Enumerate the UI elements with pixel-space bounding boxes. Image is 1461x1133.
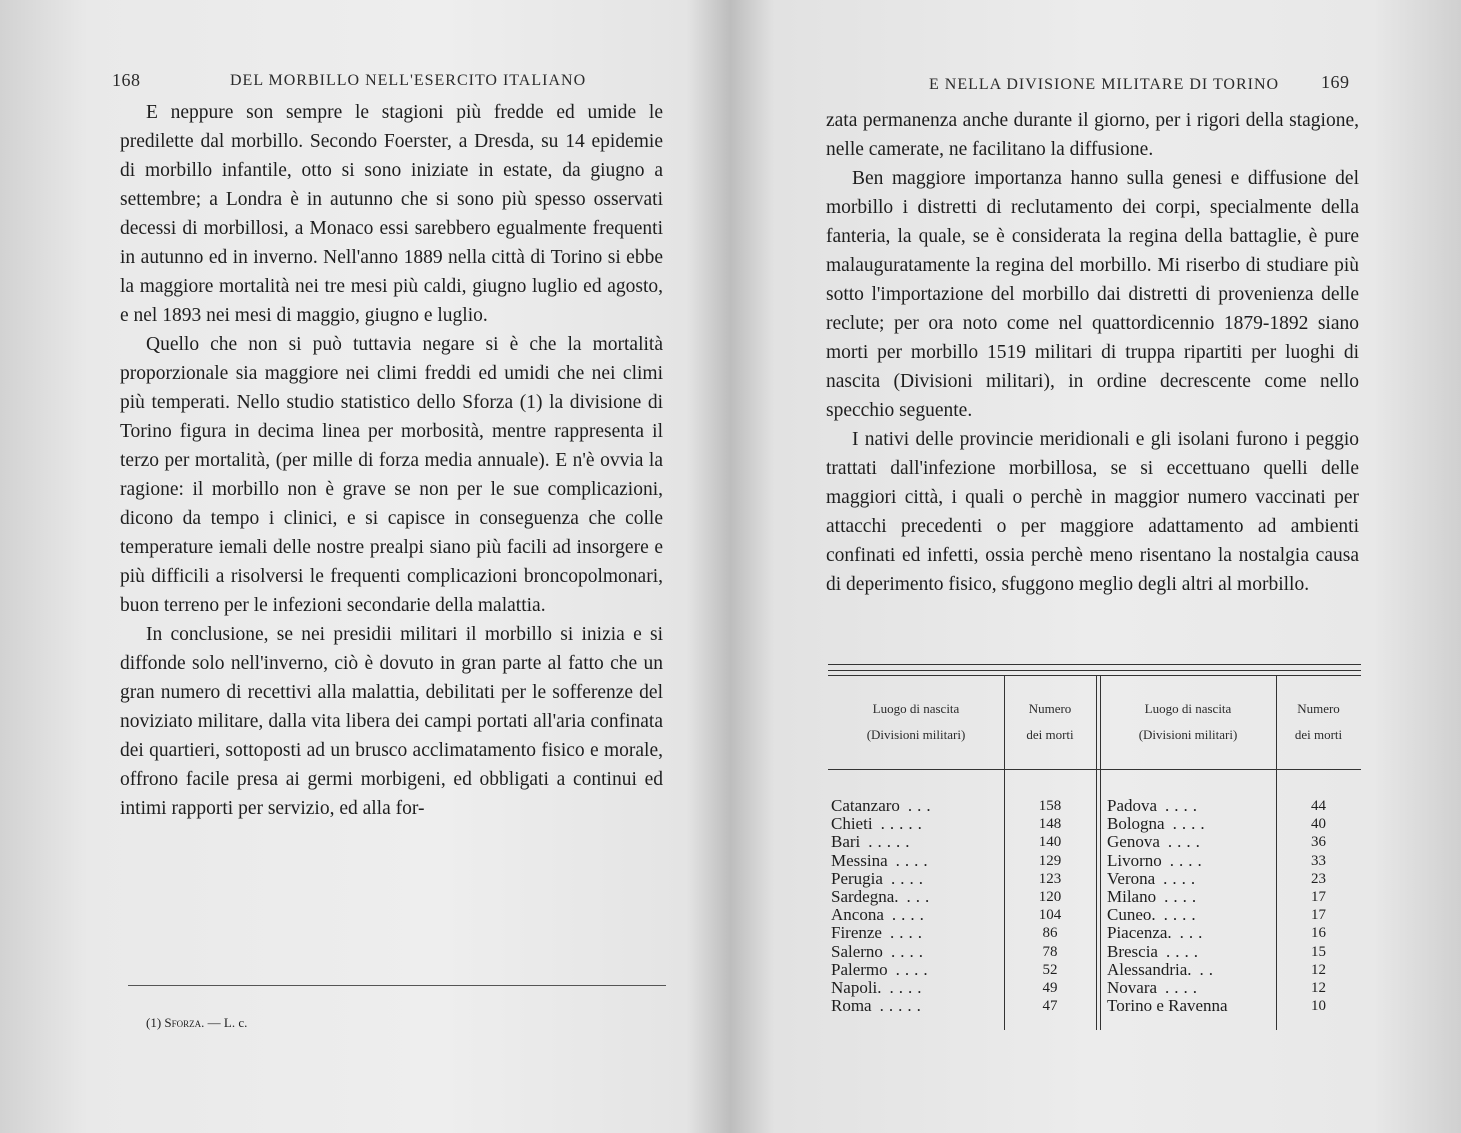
table-row [828,797,1361,815]
deaths-cell: 36 [1311,834,1326,851]
mortality-table [828,664,1361,1034]
paragraph: zata permanenza anche durante il giorno, per i rigori della stagione, nelle camerate, ne facilitano la diffusione. [826,110,1359,160]
leader-dots: .... [890,941,928,961]
header-line: Luogo di nascita [1144,701,1232,716]
leader-dots: .... [1163,868,1201,888]
table-row [828,961,1361,979]
leader-dots: .... [889,923,927,943]
table-row [828,906,1361,924]
birthplace-cell: Ancona .... [831,905,929,925]
deaths-cell: 12 [1311,961,1326,978]
deaths-cell: 78 [1042,943,1058,960]
deaths-cell: 15 [1311,943,1326,960]
leader-dots: .... [890,868,928,888]
table-body [828,797,1361,1015]
paragraph: In conclusione, se nei presidii militari il morbillo si inizia e si diffonde solo nell'inverno, ciò è dovuto in gran parte al fatto che un gran numero di recettivi alla malattia, debilitati per le sofferenze del noviziato militare, dalla vita libera dei campi portati all'aria confinata dei quartieri, sottoposti ad un brusco acclimatamento fisico e morale, offrono facile presa ai germi morbigeni, ed obbligati a continui ed intimi rapporti per servizio, ed alla for- [120,624,663,819]
birthplace-cell: Genova .... [1107,832,1205,852]
table-row [828,870,1361,888]
deaths-cell: 123 [1038,870,1062,887]
deaths-cell: 129 [1038,852,1062,869]
deaths-cell: 52 [1042,961,1058,978]
table-row [828,852,1361,870]
deaths-cell: 47 [1042,998,1058,1015]
table-rule [828,675,1361,676]
birthplace-cell: Bari ..... [831,832,915,852]
table-row [828,888,1361,906]
table-rule [828,664,1361,665]
leader-dots: ..... [868,832,915,852]
birthplace-cell: Brescia .... [1107,941,1203,961]
paragraph: E neppure son sempre le stagioni più fredde ed umide le predilette dal morbillo. Secondo Foerster, a Dresda, su 14 epidemie di morbillo infantile, otto si sono iniziate in estate, da giugno a settembre; a Londra è in autunno che si sono più spesso osservati decessi di morbillosi, a Monaco essi sarebbero egualmente frequenti in autunno ed in inverno. Nell'anno 1889 nella città di Torino si ebbe la maggiore mortalità nei tre mesi più caldi, giugno luglio ed agosto, e nel 1893 nei mesi di maggio, giugno e luglio. [120,102,663,326]
deaths-cell: 104 [1038,907,1062,924]
paragraph: Quello che non si può tuttavia negare si è che la mortalità proporzionale sia maggiore nei climi freddi ed umidi che nei climi più temperati. Nello studio statistico dello Sforza (1) la divisione di Torino figura in decima linea per morbosità, mentre rappresenta il terzo per mortalità, (per mille di forza media annuale). E n'è ovvia la ragione: il morbillo non è grave se non per le sue complicazioni, dicono da tempo i clinici, e si capisce in conseguenza che colle temperature iemali delle nostre prealpi siano più facili ad insorgere e più difficili a risolversi le frequenti complicazioni broncopolmonari, buon terreno per le infezioni secondarie della malattia. [120,334,663,616]
header-line: Luogo di nascita [872,701,960,716]
footnote [146,1015,247,1031]
table-header [1100,696,1276,748]
footnote-author: Sforza. [164,1015,205,1030]
footnote-reference: — L. c. [204,1015,248,1030]
table-header [1004,696,1096,748]
leader-dots: .... [891,905,929,925]
birthplace-cell: Firenze .... [831,923,927,943]
birthplace-cell: Alessandria. .. [1107,959,1219,979]
leader-dots: .... [895,850,933,870]
paragraph: Ben maggiore importanza hanno sulla genesi e diffusione del morbillo i distretti di reclutamento dei corpi, specialmente della fanteria, la quale, se è considerata la regina della battaglie, è pure malauguratamente la regina del morbillo. Mi riserbo di studiare più sotto l'importazione del morbillo dai distretti di provenienza delle reclute; per ora noto come nel quattordicennio 1879-1892 siano morti per morbillo 1519 militari di truppa ripartiti per luoghi di nascita (Divisioni militari), in ordine decrescente come nello specchio seguente. [826,168,1359,421]
running-head: E NELLA DIVISIONE MILITARE DI TORINO [929,76,1280,93]
header-line: dei morti [1026,727,1074,742]
paragraph: I nativi delle provincie meridionali e gli isolani furono i peggio trattati dall'infezione morbillosa, se si eccettuano quelli delle maggiori città, i quali o perchè in maggior numero vaccinati per attacchi precedenti o per maggiore adattamento ad ambienti confinati ed infetti, ossia perchè meno risentano la nostalgia causa di deperimento fisico, sfuggono meglio degli altri al morbillo. [826,429,1359,595]
right-page [731,0,1461,1133]
leader-dots: .... [1163,905,1201,925]
leader-dots: .... [1165,796,1203,815]
birthplace-cell: Salerno .... [831,941,928,961]
table-row [828,833,1361,851]
page-number: 168 [112,70,141,90]
leader-dots: .... [1169,850,1207,870]
deaths-cell: 12 [1311,979,1326,996]
header-line: (Divisioni militari) [866,727,966,742]
table-header [828,696,1004,748]
deaths-cell: 148 [1038,816,1062,833]
birthplace-cell: Torino e Ravenna [1107,996,1228,1016]
birthplace-cell: Chieti ..... [831,814,927,834]
leader-dots: ... [906,886,935,906]
birthplace-cell: Cuneo. .... [1107,905,1201,925]
header-line: Numero [1297,701,1340,716]
leader-dots: .... [889,977,927,997]
leader-dots: .... [1172,814,1210,834]
deaths-cell: 33 [1311,852,1326,869]
deaths-cell: 10 [1311,998,1326,1015]
deaths-cell: 140 [1038,834,1062,851]
deaths-cell: 23 [1311,870,1326,887]
leader-dots: .... [895,959,933,979]
table-header [1276,696,1361,748]
birthplace-cell: Livorno .... [1107,850,1207,870]
deaths-cell: 40 [1311,816,1326,833]
table-row [828,815,1361,833]
birthplace-cell: Perugia .... [831,868,928,888]
deaths-cell: 120 [1038,888,1062,905]
table-row [828,997,1361,1015]
birthplace-cell: Palermo .... [831,959,933,979]
left-page [0,0,730,1133]
table-rule [828,670,1361,671]
footnote-divider [128,985,666,986]
birthplace-cell: Messina .... [831,850,933,870]
leader-dots: ... [1179,923,1208,943]
header-line: (Divisioni militari) [1138,727,1238,742]
footnote-number: (1) [146,1015,162,1030]
leader-dots: .... [1165,977,1203,997]
birthplace-cell: Verona .... [1107,868,1201,888]
birthplace-cell: Novara .... [1107,977,1203,997]
deaths-cell: 44 [1311,798,1326,814]
birthplace-cell: Napoli. .... [831,977,927,997]
header-line: Numero [1028,701,1072,716]
birthplace-cell: Milano .... [1107,886,1202,906]
birthplace-cell: Catanzaro ... [831,796,936,815]
deaths-cell: 17 [1311,907,1326,924]
page-number: 169 [1321,72,1350,92]
leader-dots: .. [1199,959,1219,979]
table-row [828,943,1361,961]
table-row [828,924,1361,942]
body-text [120,98,663,823]
leader-dots: .... [1164,886,1202,906]
body-text [826,106,1359,599]
header-line: dei morti [1294,727,1343,742]
leader-dots: ..... [879,996,926,1016]
birthplace-cell: Piacenza. ... [1107,923,1208,943]
deaths-cell: 49 [1042,979,1058,996]
deaths-cell: 16 [1311,925,1326,942]
leader-dots: ... [907,796,936,815]
leader-dots: .... [1165,941,1203,961]
deaths-cell: 17 [1311,888,1326,905]
birthplace-cell: Sardegna. ... [831,886,935,906]
running-head: DEL MORBILLO NELL'ESERCITO ITALIANO [230,72,587,89]
deaths-cell: 86 [1042,925,1058,942]
birthplace-cell: Roma ..... [831,996,926,1016]
leader-dots: .... [1167,832,1205,852]
leader-dots: ..... [880,814,927,834]
deaths-cell: 158 [1038,798,1062,814]
birthplace-cell: Bologna .... [1107,814,1210,834]
birthplace-cell: Padova .... [1107,796,1203,815]
table-row [828,979,1361,997]
table-rule [828,769,1361,770]
